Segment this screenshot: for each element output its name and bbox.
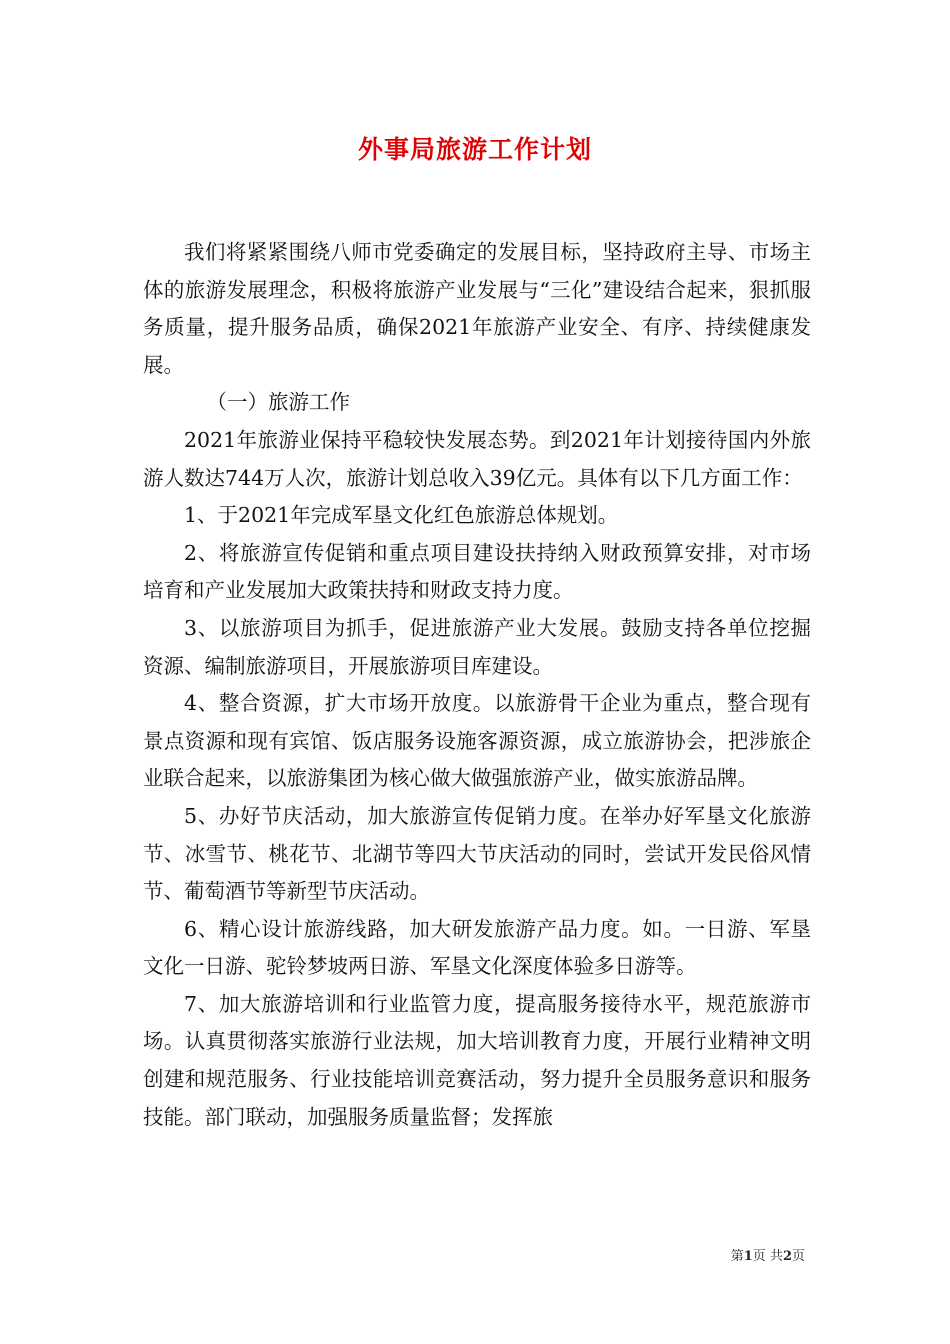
intro-paragraph: 我们将紧紧围绕八师市党委确定的发展目标，坚持政府主导、市场主体的旅游发展理念，积极将旅游产业发展与“三化”建设结合起来，狠抓服务质量，提升服务品质，确保2021年旅游产业安全、有序、持续健康发展。 bbox=[143, 240, 811, 377]
list-item-4: 4、整合资源，扩大市场开放度。以旅游骨干企业为重点，整合现有景点资源和现有宾馆、饭店服务设施客源资源，成立旅游协会，把涉旅企业联合起来，以旅游集团为核心做大做强旅游产业，做实旅游品牌。 bbox=[143, 691, 811, 791]
document-body bbox=[143, 234, 811, 1136]
list-item-6: 6、精心设计旅游线路，加大研发旅游产品力度。如。一日游、军垦文化一日游、驼铃梦坡两日游、军垦文化深度体验多日游等。 bbox=[143, 916, 811, 979]
footer-page-number: 1 bbox=[743, 1249, 753, 1264]
list-item-2: 2、将旅游宣传促销和重点项目建设扶持纳入财政预算安排，对市场培育和产业发展加大政策扶持和财政支持力度。 bbox=[143, 540, 811, 603]
page-footer bbox=[731, 1248, 805, 1266]
section-heading: （一）旅游工作 bbox=[206, 390, 351, 415]
list-item-3: 3、以旅游项目为抓手，促进旅游产业大发展。鼓励支持各单位挖掘资源、编制旅游项目，开展旅游项目库建设。 bbox=[143, 615, 811, 678]
document-title: 外事局旅游工作计划 bbox=[357, 135, 592, 164]
section-intro-paragraph: 2021年旅游业保持平稳较快发展态势。到2021年计划接待国内外旅游人数达744万人次，旅游计划总收入39亿元。具体有以下几方面工作： bbox=[143, 427, 811, 490]
footer-total-pages: 2 bbox=[782, 1249, 792, 1264]
list-item-1: 1、于2021年完成军垦文化红色旅游总体规划。 bbox=[184, 503, 619, 528]
footer-prefix: 第 bbox=[730, 1249, 744, 1264]
list-item-5: 5、办好节庆活动，加大旅游宣传促销力度。在举办好军垦文化旅游节、冰雪节、桃花节、北湖节等四大节庆活动的同时，尝试开发民俗风情节、葡萄酒节等新型节庆活动。 bbox=[143, 803, 811, 904]
list-item-7: 7、加大旅游培训和行业监管力度，提高服务接待水平，规范旅游市场。认真贯彻落实旅游行业法规，加大培训教育力度，开展行业精神文明创建和规范服务、行业技能培训竞赛活动，努力提升全员服务意识和服务技能。部门联动，加强服务质量监督；发挥旅 bbox=[143, 991, 811, 1129]
footer-suffix: 页 bbox=[791, 1249, 805, 1264]
footer-middle: 页 共 bbox=[752, 1249, 783, 1264]
